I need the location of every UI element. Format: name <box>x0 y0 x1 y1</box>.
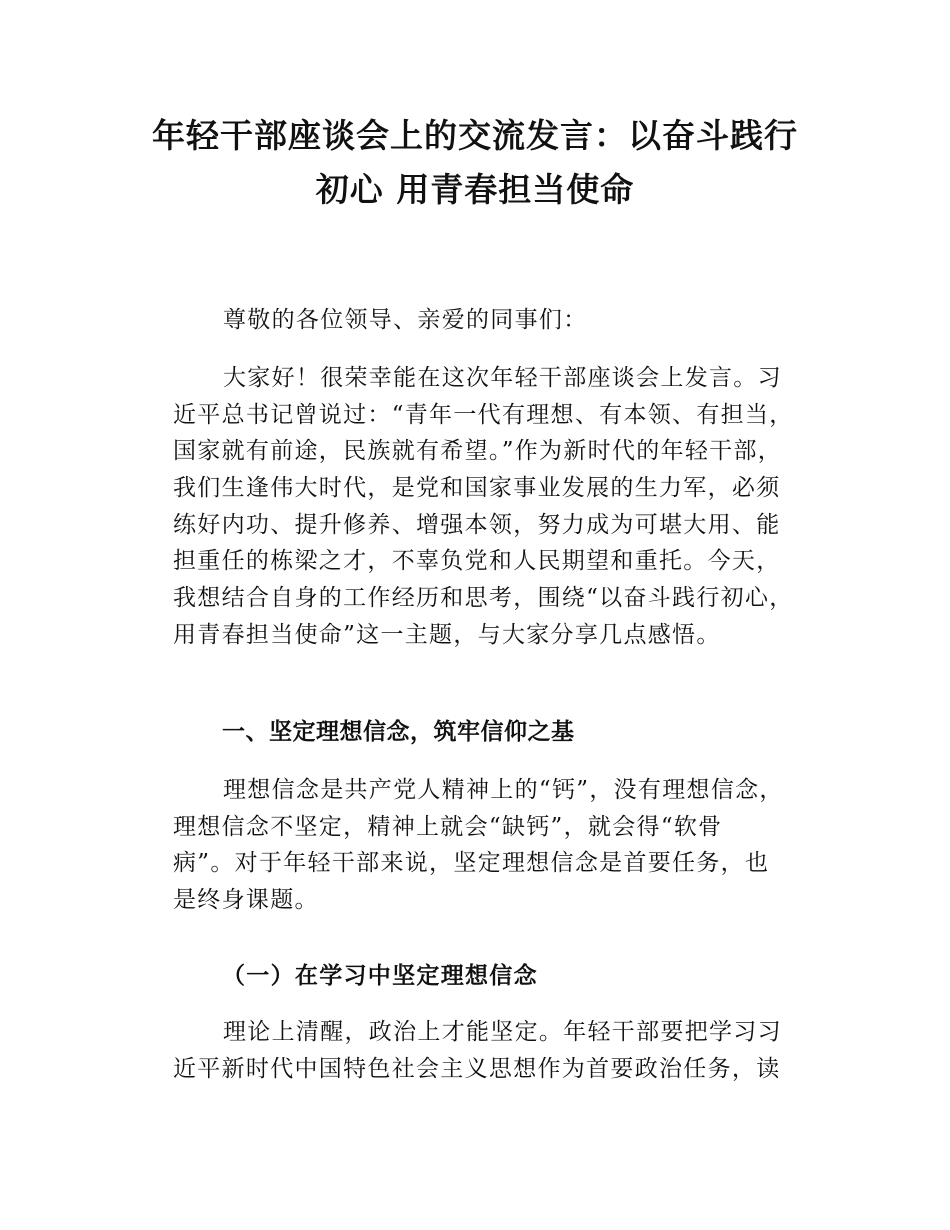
section-1-paragraph <box>173 772 813 919</box>
section-1-line: 是终身课题。 <box>173 887 319 914</box>
document-title-line-1: 年轻干部座谈会上的交流发言：以奋斗践行 <box>152 116 798 155</box>
section-1-line: 理想信念是共产党人精神上的“钙”，没有理想信念， <box>223 777 784 803</box>
salutation-paragraph <box>173 302 813 339</box>
intro-line: 国家就有前途，民族就有希望。”作为新时代的年轻干部， <box>173 438 783 465</box>
subsection-1-line: 近平新时代中国特色社会主义思想作为首要政治任务，读 <box>173 1055 781 1082</box>
subsection-1-heading: （一）在学习中坚定理想信念 <box>222 962 538 989</box>
intro-line: 大家好！很荣幸能在这次年轻干部座谈会上发言。习 <box>223 365 782 391</box>
subsection-1-line: 理论上清醒，政治上才能坚定。年轻干部要把学习习 <box>223 1019 782 1045</box>
intro-line: 我想结合自身的工作经历和思考，围绕“以奋斗践行初心， <box>173 585 794 612</box>
section-1-line: 理想信念不坚定，精神上就会“缺钙”，就会得“软骨 <box>173 813 723 840</box>
section-1-heading: 一、坚定理想信念，筑牢信仰之基 <box>222 719 575 745</box>
document-title-line-2: 初心 用青春担当使命 <box>315 170 635 209</box>
intro-line: 用青春担当使命”这一主题，与大家分享几点感悟。 <box>173 621 721 648</box>
intro-line: 我们生逢伟大时代，是党和国家事业发展的生力军，必须 <box>173 475 781 502</box>
intro-line: 练好内功、提升修养、增强本领，努力成为可堪大用、能 <box>173 511 781 538</box>
section-1-line: 病”。对于年轻干部来说，坚定理想信念是首要任务，也 <box>173 850 770 877</box>
salutation-line: 尊敬的各位领导、亲爱的同事们： <box>223 307 588 333</box>
intro-line: 近平总书记曾说过：“青年一代有理想、有本领、有担当， <box>173 401 794 428</box>
intro-line: 担重任的栋梁之才，不辜负党和人民期望和重托。今天， <box>173 548 781 575</box>
subsection-1-paragraph <box>173 1014 813 1087</box>
intro-paragraph <box>173 360 813 654</box>
